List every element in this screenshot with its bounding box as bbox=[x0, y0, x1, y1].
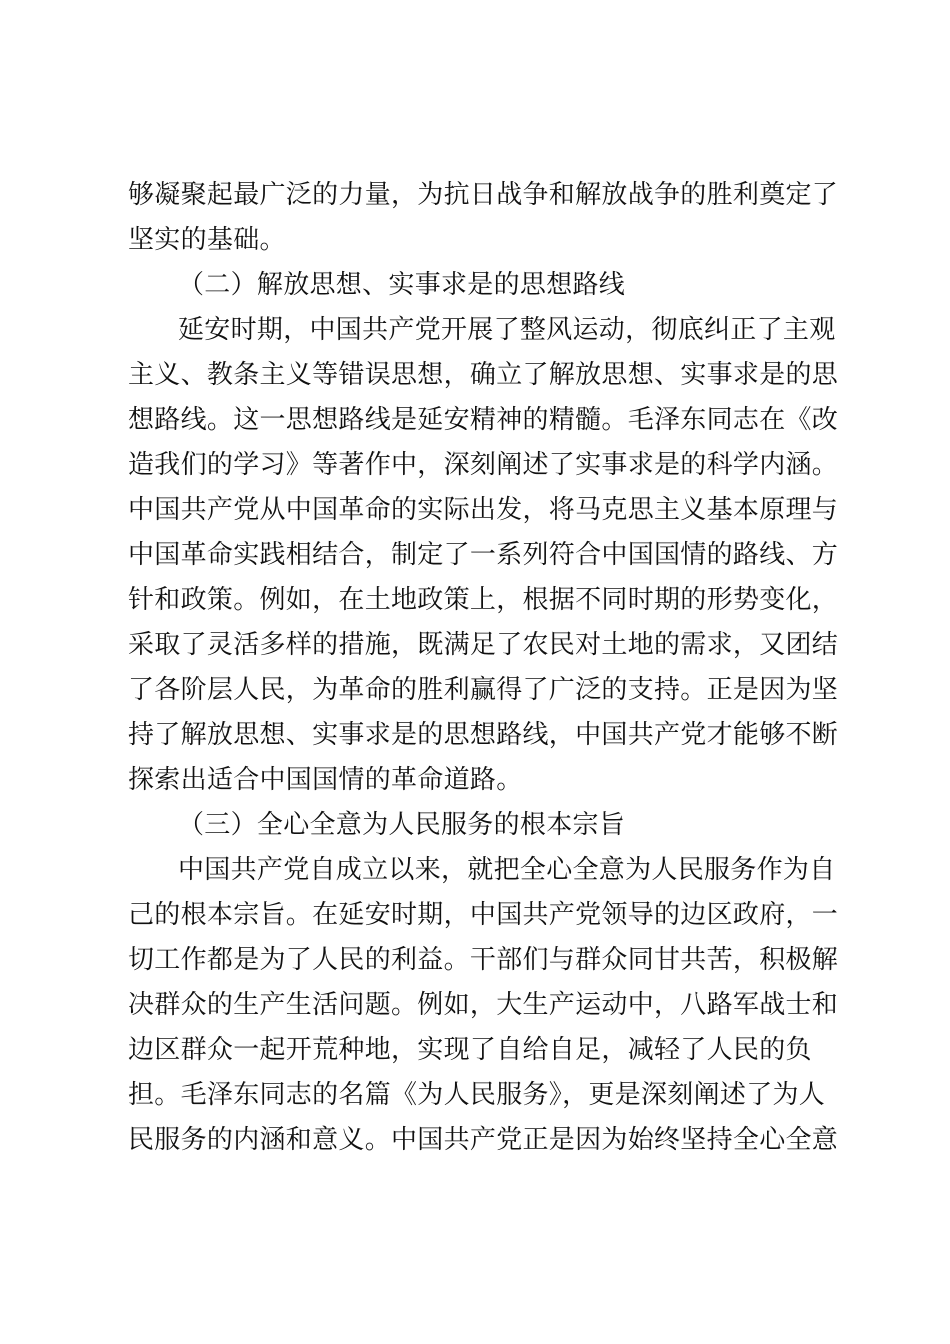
text-line: 边区群众一起开荒种地，实现了自给自足，减轻了人民的负 bbox=[128, 1035, 812, 1065]
text-line: 中国共产党从中国革命的实际出发，将马克思主义基本原理与 bbox=[128, 495, 839, 525]
section-heading-3: （三）全心全意为人民服务的根本宗旨 bbox=[178, 810, 626, 840]
text-line: 了各阶层人民，为革命的胜利赢得了广泛的支持。正是因为坚 bbox=[128, 675, 839, 705]
text-line: 延安时期，中国共产党开展了整风运动，彻底纠正了主观 bbox=[178, 315, 836, 345]
text-line: 中国革命实践相结合，制定了一系列符合中国国情的路线、方 bbox=[128, 540, 839, 570]
text-line: 针和政策。例如，在土地政策上，根据不同时期的形势变化， bbox=[128, 585, 839, 615]
text-line: 采取了灵活多样的措施，既满足了农民对土地的需求，又团结 bbox=[128, 630, 839, 660]
text-line: 持了解放思想、实事求是的思想路线，中国共产党才能够不断 bbox=[128, 720, 839, 750]
text-line: 够凝聚起最广泛的力量，为抗日战争和解放战争的胜利奠定了 bbox=[128, 180, 839, 210]
section-heading-2: （二）解放思想、实事求是的思想路线 bbox=[178, 270, 626, 300]
text-line: 想路线。这一思想路线是延安精神的精髓。毛泽东同志在《改 bbox=[128, 405, 839, 435]
text-line: 担。毛泽东同志的名篇《为人民服务》，更是深刻阐述了为人 bbox=[128, 1080, 826, 1110]
text-line: 决群众的生产生活问题。例如，大生产运动中，八路军战士和 bbox=[128, 990, 839, 1020]
text-line: 主义、教条主义等错误思想，确立了解放思想、实事求是的思 bbox=[128, 360, 839, 390]
text-line: 坚实的基础。 bbox=[128, 225, 286, 255]
text-line: 中国共产党自成立以来，就把全心全意为人民服务作为自 bbox=[178, 855, 836, 885]
text-line: 探索出适合中国国情的革命道路。 bbox=[128, 765, 523, 795]
text-line: 己的根本宗旨。在延安时期，中国共产党领导的边区政府，一 bbox=[128, 900, 839, 930]
text-line: 民服务的内涵和意义。中国共产党正是因为始终坚持全心全意 bbox=[128, 1125, 839, 1155]
text-line: 造我们的学习》等著作中，深刻阐述了实事求是的科学内涵。 bbox=[128, 450, 839, 480]
text-line: 切工作都是为了人民的利益。干部们与群众同甘共苦，积极解 bbox=[128, 945, 839, 975]
